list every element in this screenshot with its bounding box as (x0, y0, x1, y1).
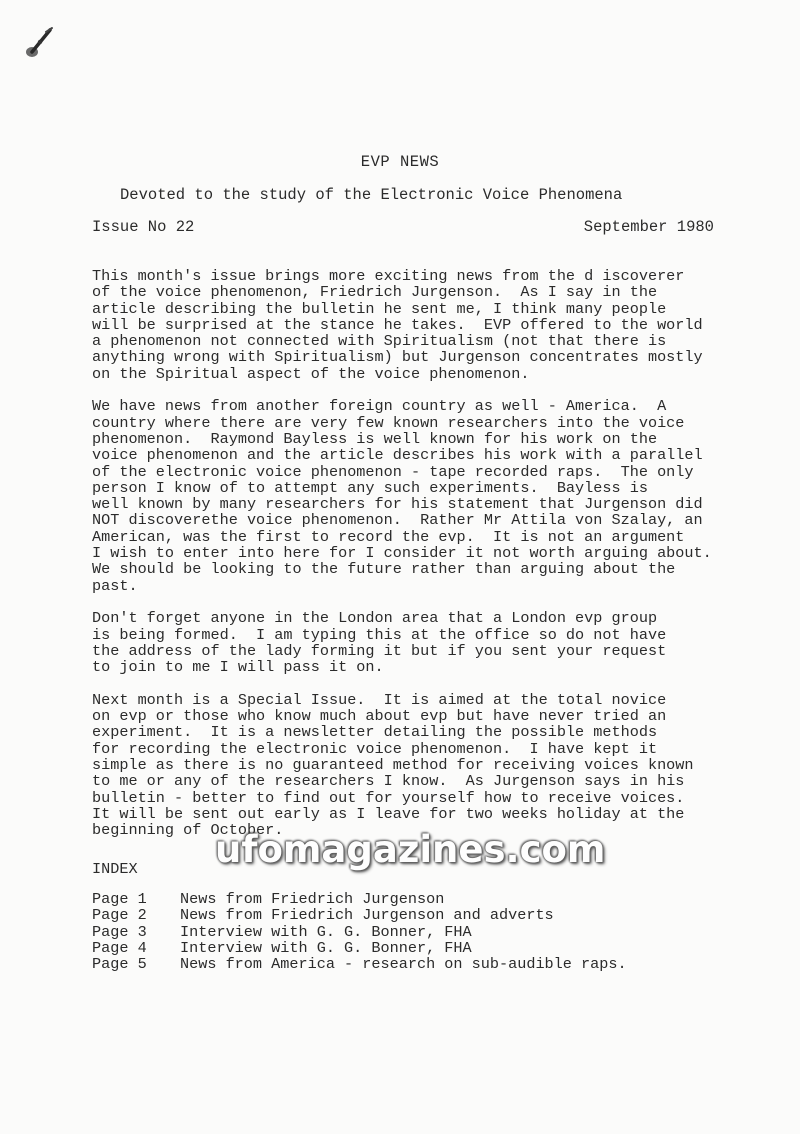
text-line: person I know of to attempt any such experiments. Bayless is (92, 478, 648, 497)
text-line: We should be looking to the future rather than arguing about the (92, 560, 676, 579)
text-line: simple as there is no guaranteed method for receiving voices known (92, 755, 694, 774)
text-line: to me or any of the researchers I know. As Jurgenson says in his (92, 772, 685, 791)
index-item (92, 891, 627, 907)
index-page-number: Page 1 (92, 890, 147, 908)
paragraph (92, 268, 772, 382)
text-line: I wish to enter into here for I consider it not worth arguing about. (92, 544, 712, 563)
text-line: anything wrong with Spiritualism) but Jurgenson concentrates mostly (92, 348, 703, 367)
paragraph (92, 610, 772, 675)
index-page-number: Page 5 (92, 955, 147, 974)
text-line: voice phenomenon and the article describes his work with a parallel (92, 446, 703, 465)
newsletter-title: EVP NEWS (360, 153, 440, 171)
text-line: experiment. It is a newsletter detailing the possible methods (92, 723, 658, 742)
text-line: NOT discoverethe voice phenomenon. Rather Mr Attila von Szalay, an (92, 511, 703, 530)
text-line: This month's issue brings more exciting news from the d iscoverer (92, 267, 685, 285)
index-page-number: Page 4 (92, 938, 147, 957)
text-line: bulletin - better to find out for yourself how to receive voices. (92, 788, 685, 807)
newsletter-subtitle: Devoted to the study of the Electronic Voice Phenomena (120, 186, 623, 204)
text-line: American, was the first to record the evp. It is not an argument (92, 527, 685, 546)
site-watermark: ufomagazines.com (215, 828, 606, 871)
text-line: We have news from another foreign country as well - America. A (92, 397, 667, 416)
text-line: for recording the electronic voice phenomenon. I have kept it (92, 739, 658, 758)
index-page-number: Page 3 (92, 922, 147, 941)
text-line: beginning of October. (92, 821, 284, 840)
text-line: a phenomenon not connected with Spiritualism (not that there is (92, 332, 667, 351)
text-line: past. (92, 576, 138, 595)
text-line: Don't forget anyone in the London area that a London evp group (92, 609, 658, 628)
index-description: Interview with G. G. Bonner, FHA (180, 938, 472, 957)
index-description: News from Friedrich Jurgenson and adverts (180, 906, 554, 925)
text-line: the address of the lady forming it but if you sent your request (92, 641, 667, 660)
text-line: of the voice phenomenon, Friedrich Jurgenson. As I say in the (92, 283, 658, 302)
index-page-number: Page 2 (92, 906, 147, 925)
issue-number: Issue No 22 (92, 218, 195, 236)
paragraph (92, 692, 772, 839)
text-line: on evp or those who know much about evp but have never tried an (92, 707, 667, 726)
text-line: is being formed. I am typing this at the office so do not have (92, 625, 667, 644)
text-line: It will be sent out early as I leave for two weeks holiday at the (92, 804, 685, 823)
issue-date: September 1980 (583, 218, 714, 236)
index-item (92, 940, 627, 956)
text-line: on the Spiritual aspect of the voice phenomenon. (92, 364, 530, 383)
text-line: phenomenon. Raymond Bayless is well known for his work on the (92, 429, 658, 448)
index-list (92, 891, 627, 972)
text-line: will be surprised at the stance he takes. EVP offered to the world (92, 315, 703, 334)
index-item (92, 956, 627, 972)
text-line: country where there are very few known researchers into the voice (92, 413, 685, 432)
article-body (92, 268, 772, 855)
index-description: News from Friedrich Jurgenson (180, 890, 445, 908)
issue-line (92, 218, 714, 236)
index-item (92, 924, 627, 940)
text-line: well known by many researchers for his statement that Jurgenson did (92, 495, 703, 514)
index-heading: INDEX (92, 860, 138, 878)
text-line: of the electronic voice phenomenon - tape recorded raps. The only (92, 462, 694, 481)
text-line: to join to me I will pass it on. (92, 658, 384, 677)
paragraph (92, 398, 772, 594)
text-line: Next month is a Special Issue. It is aimed at the total novice (92, 690, 667, 709)
text-line: article describing the bulletin he sent me, I think many people (92, 299, 667, 318)
index-description: Interview with G. G. Bonner, FHA (180, 922, 472, 941)
index-item (92, 907, 627, 923)
ink-smudge-icon (22, 22, 56, 60)
index-description: News from America - research on sub-audible raps. (180, 955, 627, 974)
